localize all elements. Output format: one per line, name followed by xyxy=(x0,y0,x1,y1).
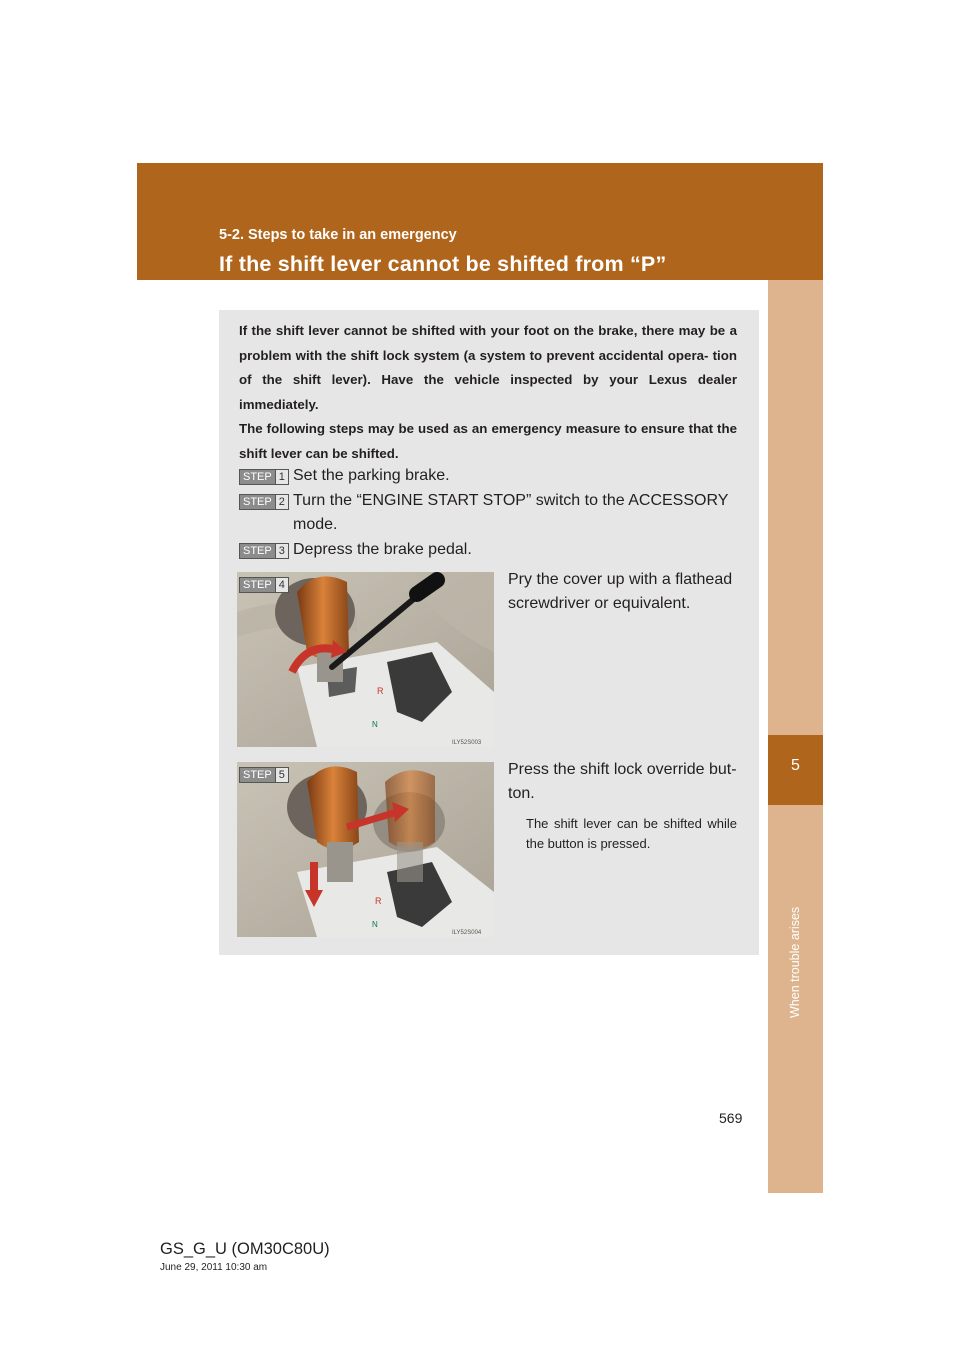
page-title: If the shift lever cannot be shifted from “P” xyxy=(219,252,667,276)
step-5-illustration xyxy=(237,762,494,937)
step-number: 1 xyxy=(275,470,288,484)
step-2-text: Turn the “ENGINE START STOP” switch to the ACCESSORY mode. xyxy=(293,492,729,533)
step-number: 2 xyxy=(275,495,288,509)
step-4-illustration xyxy=(237,572,494,747)
step-number: 3 xyxy=(275,544,288,558)
step-4-text: Pry the cover up with a flathead screwdriver or equivalent. xyxy=(508,571,733,612)
step-word: STEP xyxy=(243,495,272,508)
image-code: ILY52S004 xyxy=(452,930,482,936)
step-2-badge xyxy=(239,493,289,511)
image-code: ILY52S003 xyxy=(452,740,482,746)
step-3-text: Depress the brake pedal. xyxy=(293,541,472,558)
step-4-badge xyxy=(239,576,289,594)
step-word: STEP xyxy=(243,470,272,483)
step-word: STEP xyxy=(243,544,272,557)
svg-text:R: R xyxy=(375,896,382,906)
step-1-badge xyxy=(239,468,289,486)
intro-paragraph-2: The following steps may be used as an emergency measure to ensure that the shift lever can be shifted. xyxy=(239,421,737,461)
intro-text xyxy=(239,319,737,466)
step-3-badge xyxy=(239,542,289,560)
step-word: STEP xyxy=(243,578,272,591)
footer-date: June 29, 2011 10:30 am xyxy=(160,1262,268,1273)
svg-text:R: R xyxy=(377,686,384,696)
chapter-title[interactable]: When trouble arises xyxy=(788,906,802,1018)
step-5-text: Press the shift lock override but- ton. xyxy=(508,761,737,802)
shift-lever-photo-1 xyxy=(237,572,494,747)
svg-text:N: N xyxy=(372,720,378,729)
section-label: 5-2. Steps to take in an emergency xyxy=(219,227,457,243)
step-number: 4 xyxy=(275,578,288,592)
step-word: STEP xyxy=(243,768,272,781)
intro-paragraph-1: If the shift lever cannot be shifted with your foot on the brake, there may be a problem with the shift lock system (a system to prevent accidental opera- tion of the shift lever). Have the vehicle inspected by your Lexus dealer immediately. xyxy=(239,323,737,412)
chapter-number: 5 xyxy=(791,757,800,774)
footer-doc-code: GS_G_U (OM30C80U) xyxy=(160,1240,330,1258)
step-5-note: The shift lever can be shifted while the button is pressed. xyxy=(526,816,737,851)
svg-text:N: N xyxy=(372,920,378,929)
step-number: 5 xyxy=(275,768,288,782)
step-1-text: Set the parking brake. xyxy=(293,467,450,484)
page-number: 569 xyxy=(719,1110,743,1126)
step-5-badge xyxy=(239,766,289,784)
shift-lever-photo-2 xyxy=(237,762,494,937)
